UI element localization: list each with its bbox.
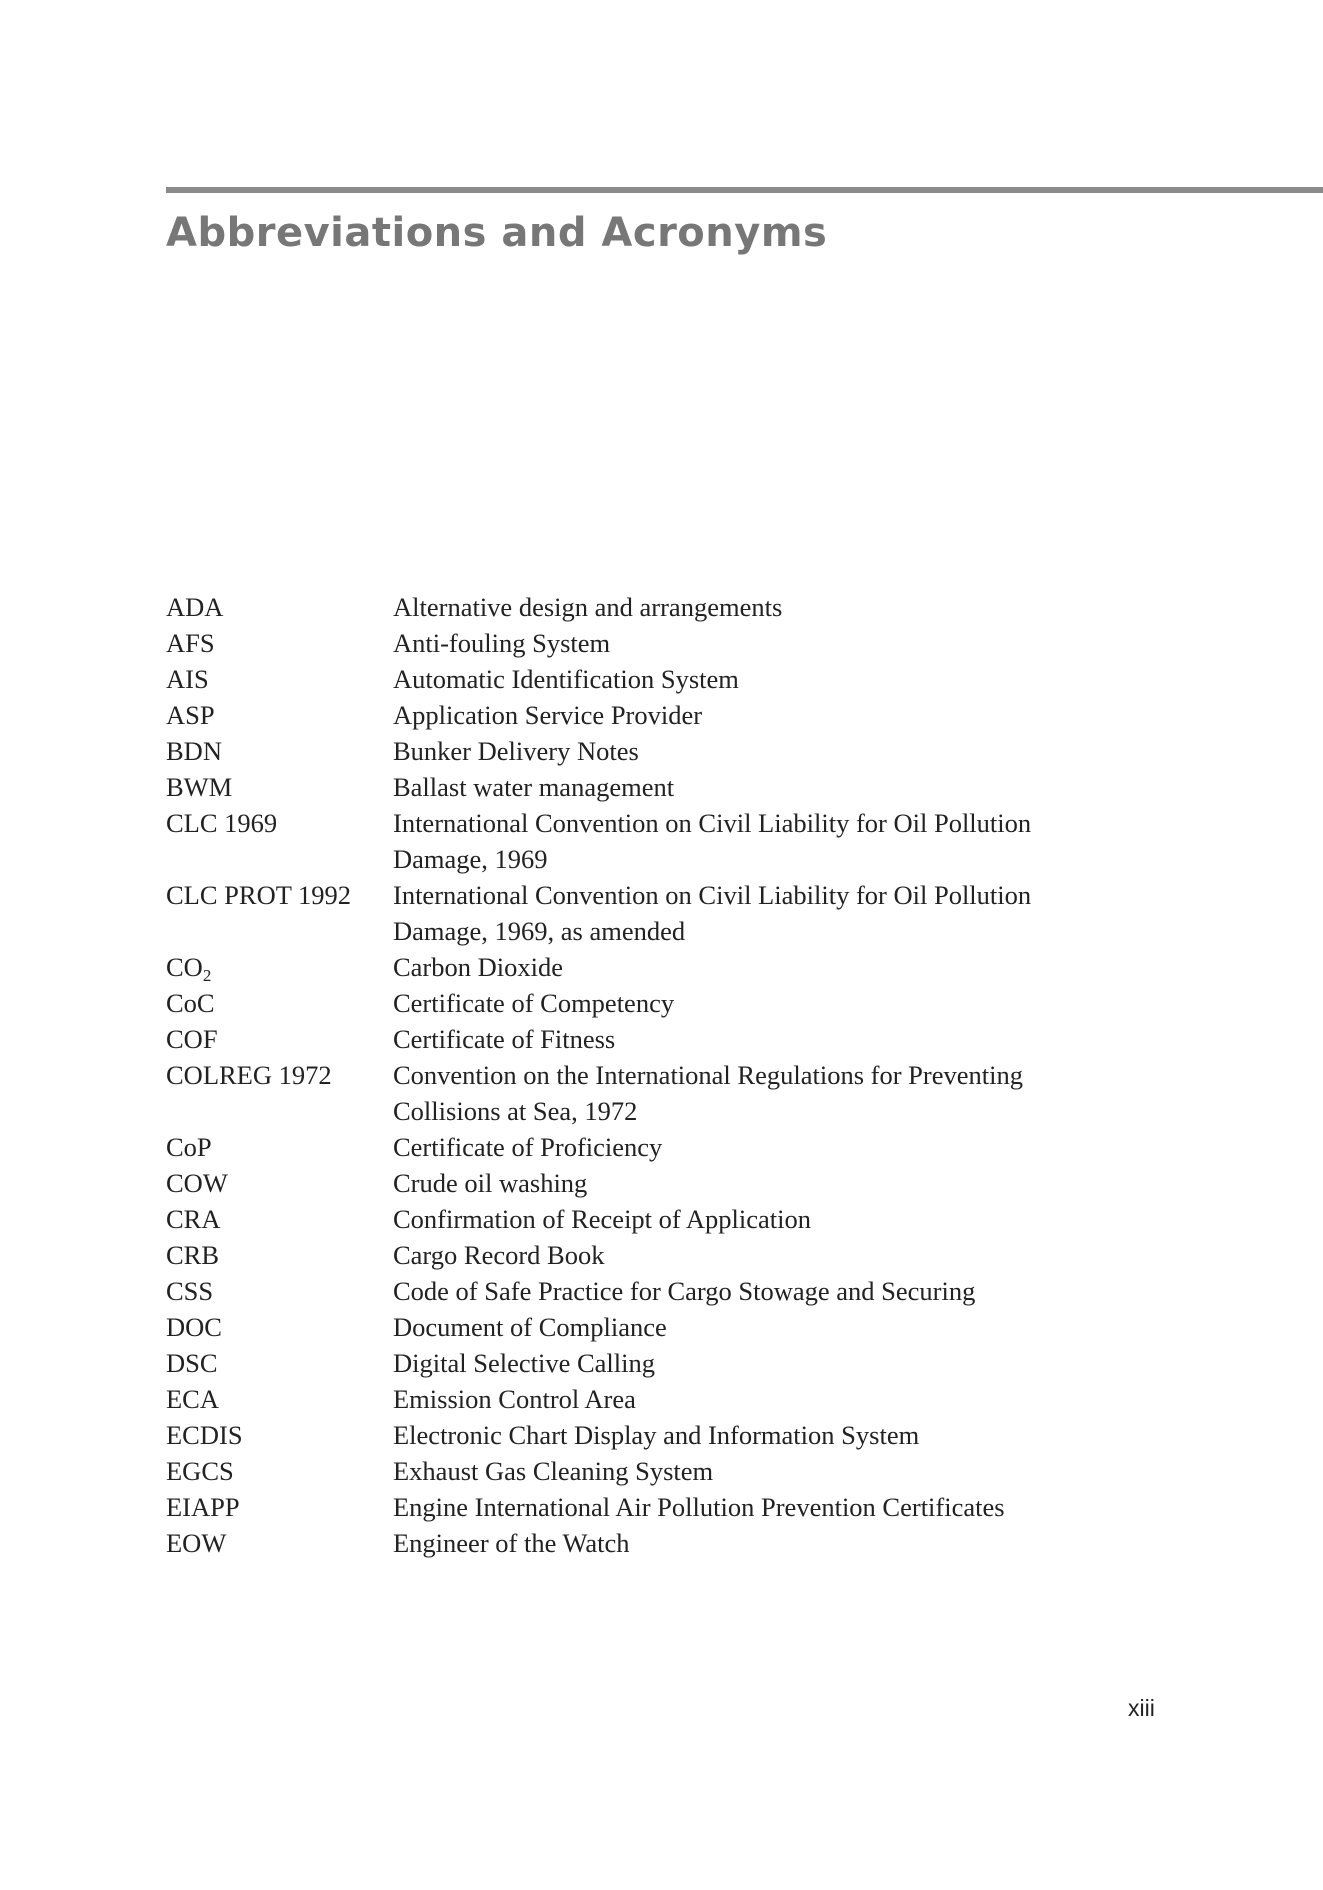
abbreviation-definition: Certificate of Proficiency [393,1132,663,1162]
abbreviation-entry [166,949,1106,985]
abbreviation-entry [166,985,1106,1021]
abbreviation-term: CSS [166,1276,214,1306]
abbreviation-definition: Electronic Chart Display and Information System [393,1420,920,1450]
abbreviation-term: EGCS [166,1456,234,1486]
abbreviation-term: EIAPP [166,1492,240,1522]
abbreviation-definition: Convention on the International Regulations for Preventing Collisions at Sea, 1972 [393,1060,1023,1126]
abbreviation-definition: Code of Safe Practice for Cargo Stowage and Securing [393,1276,976,1306]
abbreviation-definition: Alternative design and arrangements [393,592,783,622]
abbreviation-entry [166,1417,1106,1453]
abbreviation-definition: Automatic Identification System [393,664,739,694]
abbreviation-term: COLREG 1972 [166,1060,332,1090]
abbreviation-entry [166,769,1106,805]
abbreviation-term [166,949,393,985]
page-title: Abbreviations and Acronyms [166,210,828,256]
abbreviation-definition: Certificate of Fitness [393,1024,616,1054]
abbreviation-term: CoC [166,988,215,1018]
abbreviation-definition: Emission Control Area [393,1384,636,1414]
abbreviation-term: COW [166,1168,228,1198]
abbreviation-list [166,589,1106,1561]
abbreviation-entry [166,805,1106,877]
abbreviation-entry [166,1129,1106,1165]
abbreviation-term: DOC [166,1312,222,1342]
abbreviation-entry [166,1165,1106,1201]
abbreviation-entry [166,625,1106,661]
abbreviation-entry [166,877,1106,949]
abbreviation-term: COF [166,1024,218,1054]
abbreviation-definition: Exhaust Gas Cleaning System [393,1456,714,1486]
abbreviation-term: AFS [166,628,215,658]
abbreviation-entry [166,1489,1106,1525]
abbreviation-entry [166,1309,1106,1345]
abbreviation-term-base: CO [166,952,203,982]
abbreviation-definition: Application Service Provider [393,700,703,730]
abbreviation-entry [166,1453,1106,1489]
abbreviation-definition: International Convention on Civil Liability for Oil Pollution Damage, 1969 [393,808,1032,874]
abbreviation-entry [166,661,1106,697]
abbreviation-definition: Document of Compliance [393,1312,667,1342]
abbreviation-term: CRA [166,1204,221,1234]
page-number: xiii [1128,1695,1155,1721]
abbreviation-definition: Ballast water management [393,772,675,802]
abbreviation-term: ECA [166,1384,219,1414]
abbreviation-entry [166,1345,1106,1381]
abbreviation-definition: Anti-fouling System [393,628,611,658]
abbreviation-entry [166,589,1106,625]
abbreviation-entry [166,1525,1106,1561]
abbreviation-term: EOW [166,1528,227,1558]
abbreviation-definition: Bunker Delivery Notes [393,736,639,766]
abbreviation-entry [166,1057,1106,1129]
abbreviation-definition: Digital Selective Calling [393,1348,655,1378]
abbreviation-entry [166,1021,1106,1057]
abbreviation-definition: Engineer of the Watch [393,1528,630,1558]
abbreviation-term: ECDIS [166,1420,243,1450]
abbreviation-term: CLC 1969 [166,808,278,838]
abbreviation-entry [166,1201,1106,1237]
abbreviation-definition: International Convention on Civil Liability for Oil Pollution Damage, 1969, as amended [393,880,1032,946]
abbreviation-term: CoP [166,1132,212,1162]
abbreviation-entry [166,1237,1106,1273]
abbreviation-term-subscript: 2 [202,966,212,985]
abbreviation-definition: Engine International Air Pollution Prevention Certificates [393,1492,1005,1522]
abbreviation-definition: Cargo Record Book [393,1240,605,1270]
abbreviation-definition: Carbon Dioxide [393,952,564,982]
abbreviation-definition: Confirmation of Receipt of Application [393,1204,812,1234]
abbreviation-entry [166,697,1106,733]
abbreviation-definition: Crude oil washing [393,1168,588,1198]
abbreviation-term: DSC [166,1348,218,1378]
header-rule [166,187,1323,193]
abbreviation-term: ADA [166,592,224,622]
abbreviation-definition: Certificate of Competency [393,988,675,1018]
abbreviation-term: CRB [166,1240,220,1270]
abbreviation-term: AIS [166,664,209,694]
abbreviation-entry [166,1381,1106,1417]
abbreviation-entry [166,1273,1106,1309]
abbreviation-term: ASP [166,700,215,730]
abbreviation-term: BDN [166,736,222,766]
abbreviation-term: CLC PROT 1992 [166,880,352,910]
abbreviation-entry [166,733,1106,769]
abbreviation-term: BWM [166,772,233,802]
